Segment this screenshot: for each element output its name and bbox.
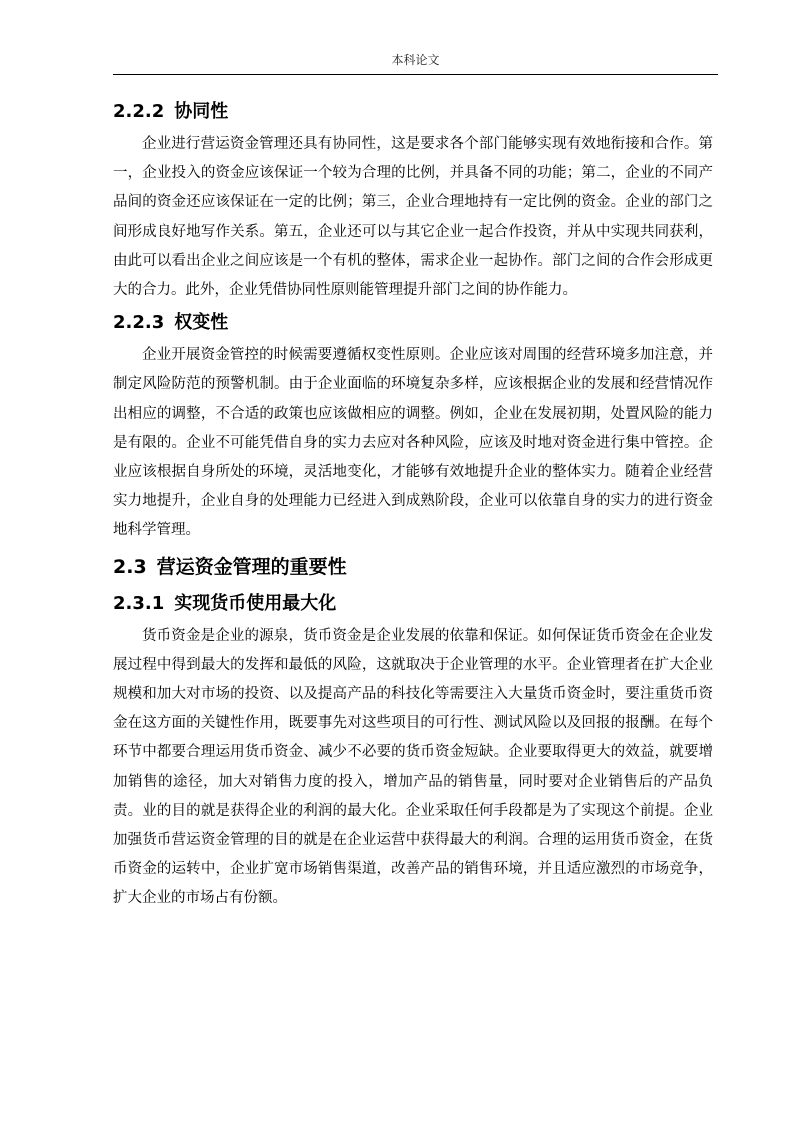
section-title: 权变性 xyxy=(174,312,229,334)
section-title: 营运资金管理的重要性 xyxy=(156,555,347,578)
section-title: 实现货币使用最大化 xyxy=(174,592,337,614)
paragraph-2-2-3: 企业开展资金管控的时候需要遵循权变性原则。企业应该对周围的经营环境多加注意，并制定风险防范的预警机制。由于企业面临的环境复杂多样，应该根据企业的发展和经营情况作出相应的调整，不合适的政策也应该做相应的调整。例如，企业在发展初期，处置风险的能力是有限的。企业不可能凭借自身的实力去应对各种风险，应该及时地对资金进行集中管控。企业应该根据自身所处的环境，灵活地变化，才能够有效地提升企业的整体实力。随着企业经营实力地提升，企业自身的处理能力已经进入到成熟阶段，企业可以依靠自身的实力的进行资金地科学管理。 xyxy=(113,347,713,539)
section-number: 2.2.2 xyxy=(113,101,165,122)
section-heading-2-3-1 xyxy=(113,588,713,620)
section-number: 2.2.3 xyxy=(113,312,165,334)
paragraph-2-2-2: 企业进行营运资金管理还具有协同性，这是要求各个部门能够实现有效地衔接和合作。第一，企业投入的资金应该保证一个较为合理的比例，并具备不同的功能；第二，企业的不同产品间的资金还应该保证在一定的比例；第三，企业合理地持有一定比例的资金。企业的部门之间形成良好地写作关系。第五，企业还可以与其它企业一起合作投资，并从中实现共同获利，由此可以看出企业之间应该是一个有机的整体，需求企业一起协作。部门之间的合作会形成更大的合力。此外，企业凭借协同性原则能管理提升部门之间的协作能力。 xyxy=(113,136,713,299)
document-body xyxy=(113,96,713,914)
section-heading-2-2-2 xyxy=(113,96,713,128)
section-number: 2.3 xyxy=(113,555,147,578)
header-title: 本科论文 xyxy=(391,53,440,67)
page-header xyxy=(113,50,718,75)
section-number: 2.3.1 xyxy=(113,592,165,614)
paragraph-2-3-1: 货币资金是企业的源泉，货币资金是企业发展的依靠和保证。如何保证货币资金在企业发展过程中得到最大的发挥和最低的风险，这就取决于企业管理的水平。企业管理者在扩大企业规模和加大对市场的投资、以及提高产品的科技化等需要注入大量货币资金时，要注重货币资金在这方面的关键性作用，既要事先对这些项目的可行性、测试风险以及回报的报酬。在每个环节中都要合理运用货币资金、减少不必要的货币资金短缺。企业要取得更大的效益，就要增加销售的途径，加大对销售力度的投入，增加产品的销售量，同时要对企业销售后的产品负责。业的目的就是获得企业的利润的最大化。企业采取任何手段都是为了实现这个前提。企业加强货币营运资金管理的目的就是在企业运营中获得最大的利润。合理的运用货币资金，在货币资金的运转中，企业扩宽市场销售渠道，改善产品的销售环境，并且适应激烈的市场竞争，扩大企业的市场占有份额。 xyxy=(113,627,713,907)
section-heading-2-3 xyxy=(113,550,713,584)
section-heading-2-2-3 xyxy=(113,307,713,339)
section-title: 协同性 xyxy=(174,101,229,122)
